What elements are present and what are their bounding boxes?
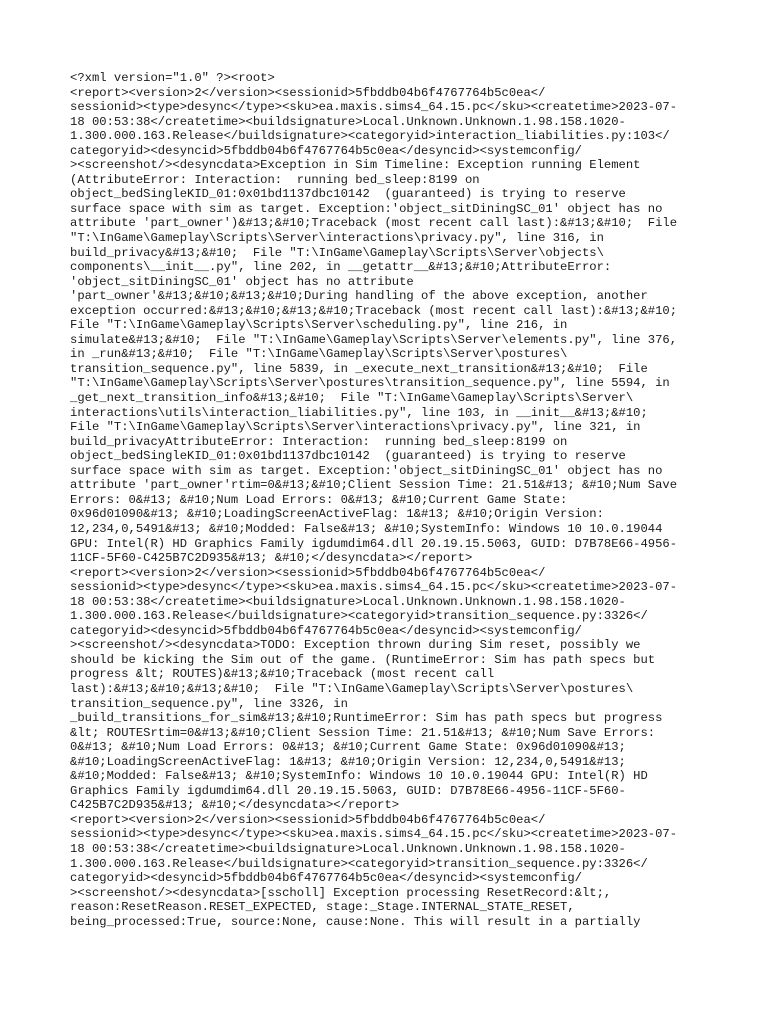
text-line: 'object_sitDiningSC_01' object has no attribute	[70, 274, 414, 289]
text-line: object_bedSingleKID_01:0x01bd1137dbc10142 (guaranteed) is trying to reserve	[70, 187, 626, 202]
text-line: &lt; ROUTESrtim=0&#13;&#10;Client Session Time: 21.51&#13; &#10;Num Save Errors:	[70, 725, 656, 740]
text-line: ><screenshot/><desyncdata>Exception in Sim Timeline: Exception running Element	[70, 158, 641, 173]
text-line: reason:ResetReason.RESET_EXPECTED, stage:_Stage.INTERNAL_STATE_RESET,	[70, 900, 575, 915]
text-line: _get_next_transition_info&#13;&#10; File "T:\InGame\Gameplay\Scripts\Server\	[70, 391, 634, 406]
text-line: 'part_owner'&#13;&#10;&#13;&#10;During handling of the above exception, another	[70, 289, 648, 304]
text-line: <report><version>2</version><sessionid>5fbddb04b6f4767764b5c0ea</	[70, 812, 546, 827]
text-line: <?xml version="1.0" ?><root>	[70, 71, 275, 85]
text-line: _build_transitions_for_sim&#13;&#10;RuntimeError: Sim has path specs but progress	[70, 711, 663, 726]
text-line: 18 00:53:38</createtime><buildsignature>Local.Unknown.Unknown.1.98.158.1020-	[70, 594, 626, 609]
text-line: sessionid><type>desync</type><sku>ea.maxis.sims4_64.15.pc</sku><createtime>2023-07-	[70, 827, 678, 842]
text-line: 1.300.000.163.Release</buildsignature><categoryid>transition_sequence.py:3326</	[70, 856, 648, 871]
text-line: ><screenshot/><desyncdata>TODO: Exception thrown during Sim reset, possibly we	[70, 638, 641, 653]
text-line: categoryid><desyncid>5fbddb04b6f4767764b5c0ea</desyncid><systemconfig/	[70, 871, 582, 886]
text-line: categoryid><desyncid>5fbddb04b6f4767764b5c0ea</desyncid><systemconfig/	[70, 623, 582, 638]
text-line: Graphics Family igdumdim64.dll 20.19.15.5063, GUID: D7B78E66-4956-11CF-5F60-	[70, 783, 626, 798]
text-line: 18 00:53:38</createtime><buildsignature>Local.Unknown.Unknown.1.98.158.1020-	[70, 841, 626, 856]
text-line: &#10;LoadingScreenActiveFlag: 1&#13; &#10;Origin Version: 12,234,0,5491&#13;	[70, 754, 626, 769]
text-line: surface space with sim as target. Exception:'object_sitDiningSC_01' object has no	[70, 463, 663, 478]
text-line: exception occurred:&#13;&#10;&#13;&#10;Traceback (most recent call last):&#13;&#10;	[70, 303, 678, 318]
text-line: <report><version>2</version><sessionid>5fbddb04b6f4767764b5c0ea</	[70, 565, 546, 580]
text-line: build_privacy&#13;&#10; File "T:\InGame\Gameplay\Scripts\Server\objects\	[70, 245, 604, 260]
text-line: <report><version>2</version><sessionid>5fbddb04b6f4767764b5c0ea</	[70, 85, 546, 100]
text-line: 0&#13; &#10;Num Load Errors: 0&#13; &#10;Current Game State: 0x96d01090&#13;	[70, 740, 626, 755]
text-line: in _run&#13;&#10; File "T:\InGame\Gameplay\Scripts\Server\postures\	[70, 347, 568, 362]
text-line: attribute 'part_owner')&#13;&#10;Traceback (most recent call last):&#13;&#10; File	[70, 216, 678, 231]
text-line: C425B7C2D935&#13; &#10;</desyncdata></report>	[70, 798, 400, 813]
text-line: GPU: Intel(R) HD Graphics Family igdumdim64.dll 20.19.15.5063, GUID: D7B78E66-4956-	[70, 536, 678, 551]
text-line: ><screenshot/><desyncdata>[sscholl] Exception processing ResetRecord:&lt;,	[70, 885, 612, 900]
text-line: 11CF-5F60-C425B7C2D935&#13; &#10;</desyncdata></report>	[70, 551, 473, 566]
text-line: "T:\InGame\Gameplay\Scripts\Server\postures\transition_sequence.py", line 5594, in	[70, 376, 670, 391]
text-line: transition_sequence.py", line 3326, in	[70, 696, 348, 711]
text-line: File "T:\InGame\Gameplay\Scripts\Server\interactions\privacy.py", line 321, in	[70, 420, 641, 435]
text-line: 1.300.000.163.Release</buildsignature><categoryid>interaction_liabilities.py:103</	[70, 129, 670, 144]
text-line: sessionid><type>desync</type><sku>ea.maxis.sims4_64.15.pc</sku><createtime>2023-07-	[70, 100, 678, 115]
text-line: (AttributeError: Interaction: running bed_sleep:8199 on	[70, 172, 480, 187]
text-line: surface space with sim as target. Exception:'object_sitDiningSC_01' object has no	[70, 201, 663, 216]
text-line: Errors: 0&#13; &#10;Num Load Errors: 0&#13; &#10;Current Game State:	[70, 492, 568, 507]
text-line: interactions\utils\interaction_liabilities.py", line 103, in __init__&#13;&#10;	[70, 405, 648, 420]
text-line: 12,234,0,5491&#13; &#10;Modded: False&#13; &#10;SystemInfo: Windows 10 10.0.19044	[70, 521, 663, 536]
text-line: components\__init__.py", line 202, in __getattr__&#13;&#10;AttributeError:	[70, 260, 612, 275]
text-line: last):&#13;&#10;&#13;&#10; File "T:\InGame\Gameplay\Scripts\Server\postures\	[70, 681, 634, 696]
text-line: attribute 'part_owner'rtim=0&#13;&#10;Client Session Time: 21.51&#13; &#10;Num Save	[70, 478, 678, 493]
text-line: simulate&#13;&#10; File "T:\InGame\Gameplay\Scripts\Server\elements.py", line 376,	[70, 332, 678, 347]
text-line: &#10;Modded: False&#13; &#10;SystemInfo: Windows 10 10.0.19044 GPU: Intel(R) HD	[70, 769, 648, 784]
text-line: 1.300.000.163.Release</buildsignature><categoryid>transition_sequence.py:3326</	[70, 609, 648, 624]
text-line: "T:\InGame\Gameplay\Scripts\Server\interactions\privacy.py", line 316, in	[70, 231, 604, 246]
text-line: transition_sequence.py", line 5839, in _execute_next_transition&#13;&#10; File	[70, 361, 648, 376]
text-line: object_bedSingleKID_01:0x01bd1137dbc10142 (guaranteed) is trying to reserve	[70, 449, 626, 464]
text-line: sessionid><type>desync</type><sku>ea.maxis.sims4_64.15.pc</sku><createtime>2023-07-	[70, 580, 678, 595]
log-text-block	[70, 71, 710, 929]
text-line: 0x96d01090&#13; &#10;LoadingScreenActiveFlag: 1&#13; &#10;Origin Version:	[70, 507, 604, 522]
text-line: progress &lt; ROUTES)&#13;&#10;Traceback (most recent call	[70, 667, 495, 682]
text-line: being_processed:True, source:None, cause:None. This will result in a partially	[70, 914, 641, 929]
text-line: build_privacyAttributeError: Interaction: running bed_sleep:8199 on	[70, 434, 568, 449]
text-line: File "T:\InGame\Gameplay\Scripts\Server\scheduling.py", line 216, in	[70, 318, 568, 333]
text-line: should be kicking the Sim out of the game. (RuntimeError: Sim has path specs but	[70, 652, 656, 667]
text-line: categoryid><desyncid>5fbddb04b6f4767764b5c0ea</desyncid><systemconfig/	[70, 143, 582, 158]
text-line: 18 00:53:38</createtime><buildsignature>Local.Unknown.Unknown.1.98.158.1020-	[70, 114, 626, 129]
